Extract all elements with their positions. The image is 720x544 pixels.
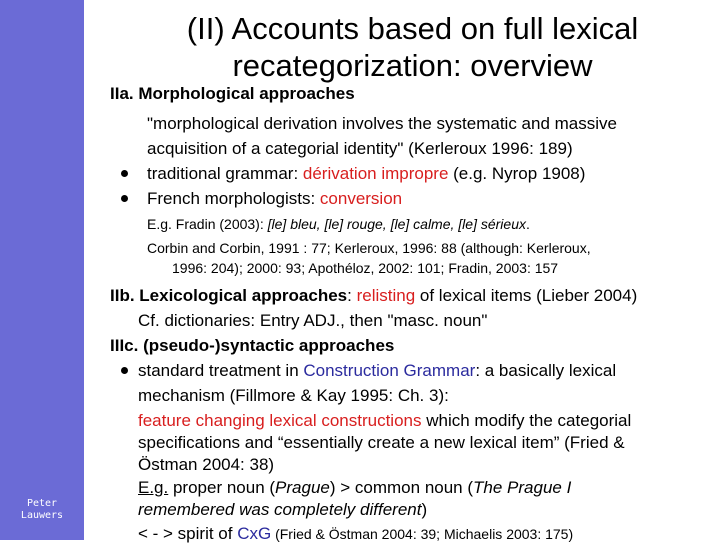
example-prefix: E.g. Fradin (2003):: [147, 216, 268, 232]
heading-syntactic: IIIc. (pseudo-)syntactic approaches: [110, 336, 395, 355]
feature-changing-line: [138, 411, 631, 431]
author-label: [0, 498, 84, 522]
example-prague: [138, 478, 571, 498]
bullet-traditional-grammar: [147, 164, 585, 184]
term-feature-changing: feature changing lexical constructions: [138, 411, 422, 430]
heading-lexicological: [110, 286, 637, 306]
bullet-dot-icon: [121, 195, 128, 202]
eg-close: ): [421, 500, 428, 519]
spirit-prefix: < - > spirit of: [138, 524, 238, 543]
quote-line-1: "morphological derivation involves the systematic and massive: [147, 114, 617, 133]
title-line-2: recategorization: overview: [232, 48, 593, 83]
eg-label: E.g.: [138, 478, 169, 497]
feature-suffix: which modify the categorial: [421, 411, 632, 430]
term-derivation-impropre: dérivation impropre: [302, 164, 449, 183]
term-construction-grammar: Construction Grammar: [303, 361, 476, 380]
heading-suffix: of lexical items (Lieber 2004): [415, 286, 638, 305]
example-suffix: .: [525, 216, 530, 232]
term-conversion: conversion: [319, 189, 403, 208]
eg-prague: Prague: [275, 478, 330, 497]
eg-quote-end: remembered was completely different: [138, 500, 422, 519]
heading-morphological: IIa. Morphological approaches: [110, 84, 355, 103]
bullet-text: standard treatment in: [138, 361, 304, 380]
bullet-text: French morphologists:: [147, 189, 320, 208]
left-sidebar-band: [0, 0, 84, 540]
bullet-dot-icon: [121, 367, 128, 374]
title-line-1: (II) Accounts based on full lexical: [186, 11, 639, 46]
bullet-text-suffix: (e.g. Nyrop 1908): [448, 164, 586, 183]
references-line-1: Corbin and Corbin, 1991 : 77; Kerleroux, 1996: 88 (although: Kerleroux,: [147, 240, 591, 256]
cf-dictionaries: Cf. dictionaries: Entry ADJ., then "masc. noun": [138, 311, 488, 330]
term-relisting: relisting: [356, 286, 416, 305]
ostman-citation: Östman 2004: 38): [138, 455, 275, 474]
example-prague-continued: [138, 500, 427, 520]
spirit-of-cxg: [138, 524, 573, 544]
eg-text-2: ) > common noun (: [329, 478, 474, 497]
bullet-construction-grammar: [138, 361, 616, 381]
bullet-text-suffix: : a basically lexical: [475, 361, 617, 380]
term-cxg: CxG: [237, 524, 272, 543]
eg-quote-start: The Prague I: [473, 478, 572, 497]
eg-text-1: proper noun (: [168, 478, 276, 497]
author-first-name: Peter: [26, 498, 58, 509]
specifications-line: specifications and “essentially create a new lexical item” (Fried &: [138, 433, 625, 452]
heading-lexicological-label: IIb. Lexicological approaches: [110, 286, 348, 305]
spirit-citation: (Fried & Östman 2004: 39; Michaelis 2003: 175): [271, 526, 574, 542]
mechanism-line: mechanism (Fillmore & Kay 1995: Ch. 3):: [138, 386, 449, 405]
example-items: [le] bleu, [le] rouge, [le] calme, [le] sérieux: [267, 216, 526, 232]
example-fradin: [147, 216, 530, 232]
slide-title: [135, 10, 690, 84]
author-last-name: Lauwers: [20, 510, 64, 521]
quote-line-2: acquisition of a categorial identity" (Kerleroux 1996: 189): [147, 139, 573, 158]
bullet-french-morphologists: [147, 189, 402, 209]
bullet-dot-icon: [121, 170, 128, 177]
heading-colon: :: [347, 286, 357, 305]
bullet-text: traditional grammar:: [147, 164, 303, 183]
references-line-2: 1996: 204); 2000: 93; Apothéloz, 2002: 101; Fradin, 2003: 157: [172, 260, 559, 276]
